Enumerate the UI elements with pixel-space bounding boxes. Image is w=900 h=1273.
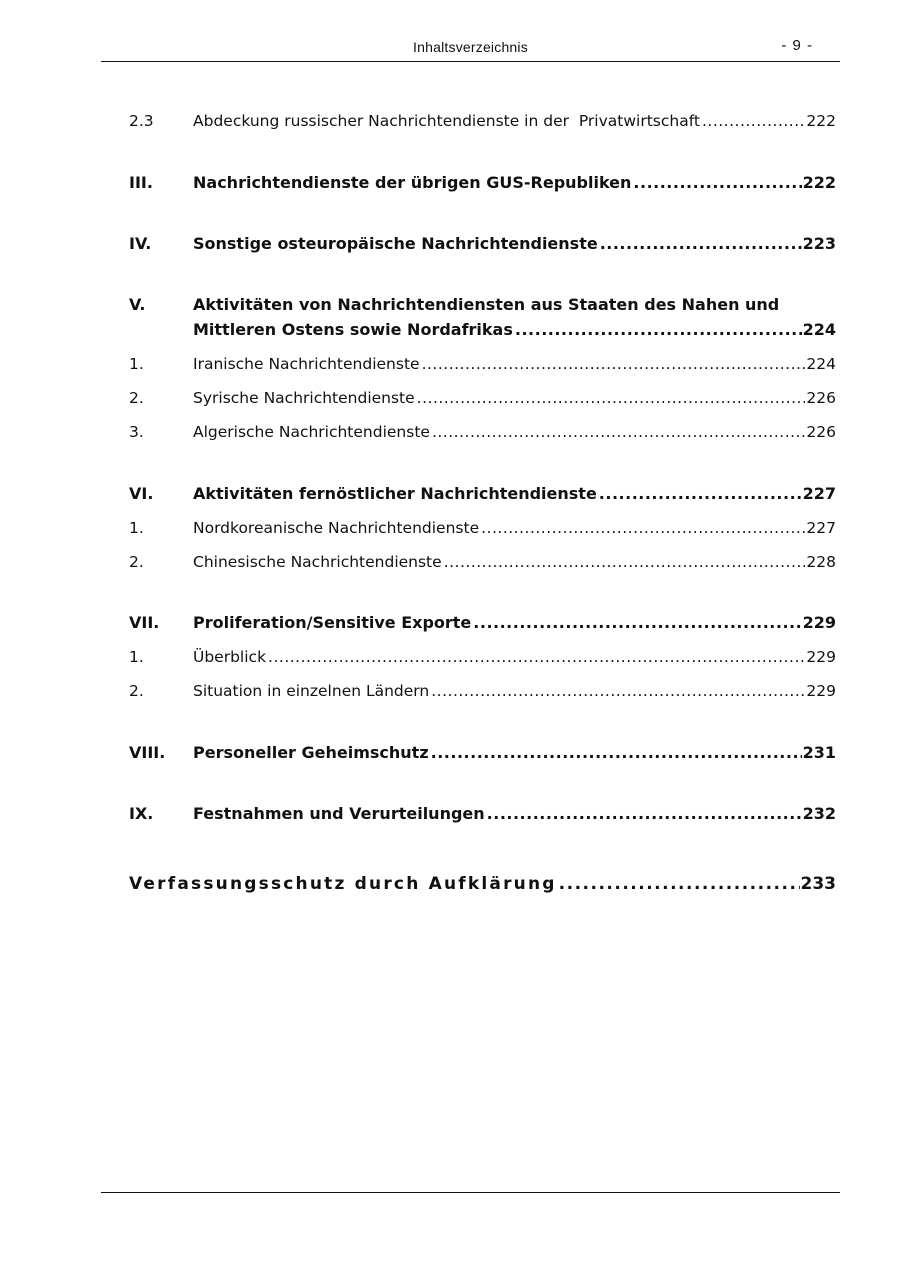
toc-entry-title: Situation in einzelnen Ländern [193, 682, 430, 700]
toc-entry-page: 231 [802, 743, 836, 762]
toc-entry-title: Iranische Nachrichtendienste [193, 355, 420, 373]
toc-entry-number: VI. [129, 484, 154, 503]
dot-leader [473, 613, 801, 633]
toc-entry-page: 222 [802, 173, 836, 192]
dot-leader [431, 681, 805, 701]
dot-leader [417, 388, 806, 408]
toc-entry-number: VII. [129, 613, 160, 632]
toc-entry-number: 1. [129, 519, 144, 537]
toc-entry-page: 224 [806, 355, 836, 373]
toc-entry-number: IV. [129, 234, 152, 253]
toc-entry-number: 1. [129, 648, 144, 666]
toc-entry-page: 228 [806, 553, 836, 571]
toc-entry-title: Chinesische Nachrichtendienste [193, 553, 442, 571]
toc-entry-number: IX. [129, 804, 154, 823]
toc-entry-number: V. [129, 295, 146, 314]
toc-entry-page: 233 [800, 874, 836, 894]
toc-entry-title: Personeller Geheimschutz [193, 743, 429, 762]
toc-entry-title: Proliferation/Sensitive Exporte [193, 613, 472, 632]
toc-entry-title: Nachrichtendienste der übrigen GUS-Republiken [193, 173, 632, 192]
dot-leader [702, 111, 805, 131]
dot-leader [487, 804, 802, 824]
toc-entry-title: Überblick [193, 648, 267, 666]
toc-entry-final[interactable] [129, 873, 836, 895]
toc-entry-number: III. [129, 173, 153, 192]
toc-entry-title: Syrische Nachrichtendienste [193, 389, 415, 407]
toc-entry-title: Festnahmen und Verurteilungen [193, 804, 485, 823]
footer-rule [101, 1192, 840, 1193]
toc-entry-page: 226 [806, 389, 836, 407]
toc-entry-number: 2. [129, 682, 144, 700]
toc-entry-number: VIII. [129, 743, 166, 762]
toc-entry-number: 1. [129, 355, 144, 373]
page-header [101, 34, 840, 62]
dot-leader [600, 234, 802, 254]
toc-entry-title: Algerische Nachrichtendienste [193, 423, 430, 441]
toc-entry-number: 2. [129, 389, 144, 407]
dot-leader [422, 354, 806, 374]
toc-entry-page: 226 [806, 423, 836, 441]
toc-entry-number: 2.3 [129, 112, 154, 130]
toc-entry-title: Sonstige osteuropäische Nachrichtendienste [193, 234, 598, 253]
toc-entry-title: Verfassungsschutz durch Aufklärung [129, 874, 557, 894]
dot-leader [444, 552, 806, 572]
page-number: - 9 - [781, 37, 813, 54]
toc-entry-title: Aktivitäten fernöstlicher Nachrichtendienste [193, 484, 597, 503]
dot-leader [559, 873, 800, 895]
dot-leader [481, 518, 805, 538]
toc-entry-page: 229 [806, 648, 836, 666]
toc-entry-title: Abdeckung russischer Nachrichtendienste in der Privatwirtschaft [193, 112, 700, 130]
toc-entry-title-line1: Aktivitäten von Nachrichtendiensten aus Staaten des Nahen und [193, 295, 780, 314]
toc-entry-number: 2. [129, 553, 144, 571]
toc-entry-page: 224 [802, 320, 836, 339]
dot-leader [268, 647, 805, 667]
dot-leader [431, 743, 802, 763]
toc-entry-page: 223 [802, 234, 836, 253]
dot-leader [599, 484, 802, 504]
toc-entry-page: 229 [806, 682, 836, 700]
toc-entry-title: Nordkoreanische Nachrichtendienste [193, 519, 480, 537]
toc-entry-number: 3. [129, 423, 144, 441]
toc-entry-page: 232 [802, 804, 836, 823]
toc-entry-title: Mittleren Ostens sowie Nordafrikas [193, 320, 513, 339]
dot-leader [515, 320, 802, 340]
running-header-title: Inhaltsverzeichnis [413, 39, 528, 55]
toc-entry-page: 229 [802, 613, 836, 632]
toc-entry-page: 227 [806, 519, 836, 537]
toc-entry-page: 227 [802, 484, 836, 503]
toc-entry-page: 222 [806, 112, 836, 130]
dot-leader [633, 173, 801, 193]
dot-leader [432, 422, 805, 442]
